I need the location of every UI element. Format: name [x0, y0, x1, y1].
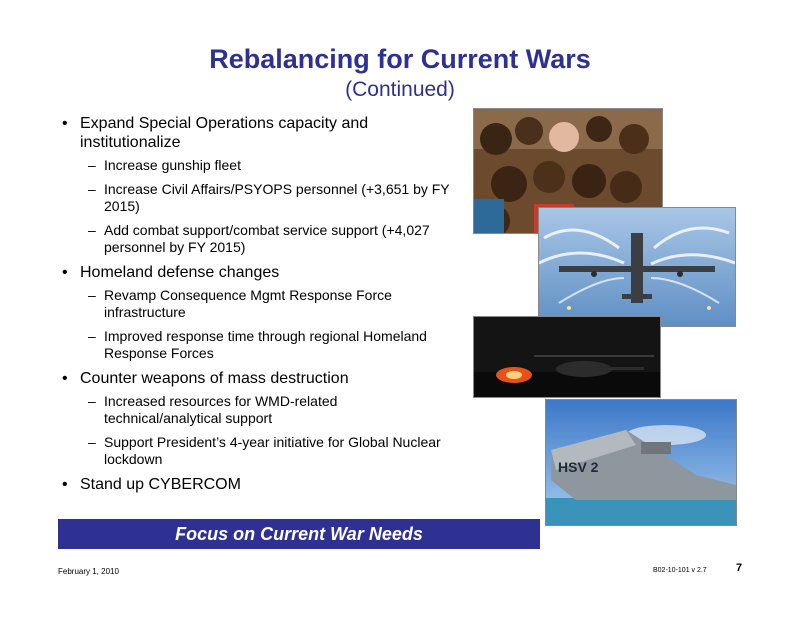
- bullet-text: Counter weapons of mass destruction: [80, 370, 349, 387]
- footer-doc-id: B02-10-101 v 2.7: [653, 567, 707, 574]
- footer-date: February 1, 2010: [58, 567, 119, 576]
- sub-bullet-item: – Increase gunship fleet: [80, 157, 458, 174]
- sub-bullet-list: [80, 393, 458, 468]
- slide-title: Rebalancing for Current Wars: [209, 44, 591, 74]
- slide-subtitle: (Continued): [345, 78, 455, 101]
- sub-bullet-item: – Increase Civil Affairs/PSYOPS personnel (+3,651 by FY 2015): [80, 181, 458, 215]
- bullet-text: Expand Special Operations capacity and institutionalize: [80, 115, 369, 151]
- helicopter-night-photo: [473, 316, 661, 398]
- ship-marking: HSV 2: [558, 459, 599, 475]
- focus-banner: Focus on Current War Needs: [58, 519, 540, 549]
- bullet-text: Stand up CYBERCOM: [80, 476, 241, 493]
- sub-bullet-item: – Revamp Consequence Mgmt Response Force infrastructure: [80, 287, 458, 321]
- bullet-text: Homeland defense changes: [80, 264, 280, 281]
- sub-bullet-list: [80, 287, 458, 362]
- bullet-list: [58, 114, 458, 500]
- sub-bullet-item: – Add combat support/combat service support (+4,027 personnel by FY 2015): [80, 222, 458, 256]
- bullet-item: [58, 369, 458, 468]
- bullet-item: [58, 114, 458, 256]
- bullet-item: [58, 263, 458, 362]
- bullet-item: [58, 475, 458, 494]
- ship-photo: [545, 399, 737, 526]
- gunship-photo: [538, 207, 736, 327]
- sub-bullet-list: [80, 157, 458, 256]
- sub-bullet-item: – Increased resources for WMD-related technical/analytical support: [80, 393, 458, 427]
- page-number: 7: [736, 562, 743, 574]
- sub-bullet-item: – Support President’s 4-year initiative for Global Nuclear lockdown: [80, 434, 458, 468]
- sub-bullet-item: – Improved response time through regional Homeland Response Forces: [80, 328, 458, 362]
